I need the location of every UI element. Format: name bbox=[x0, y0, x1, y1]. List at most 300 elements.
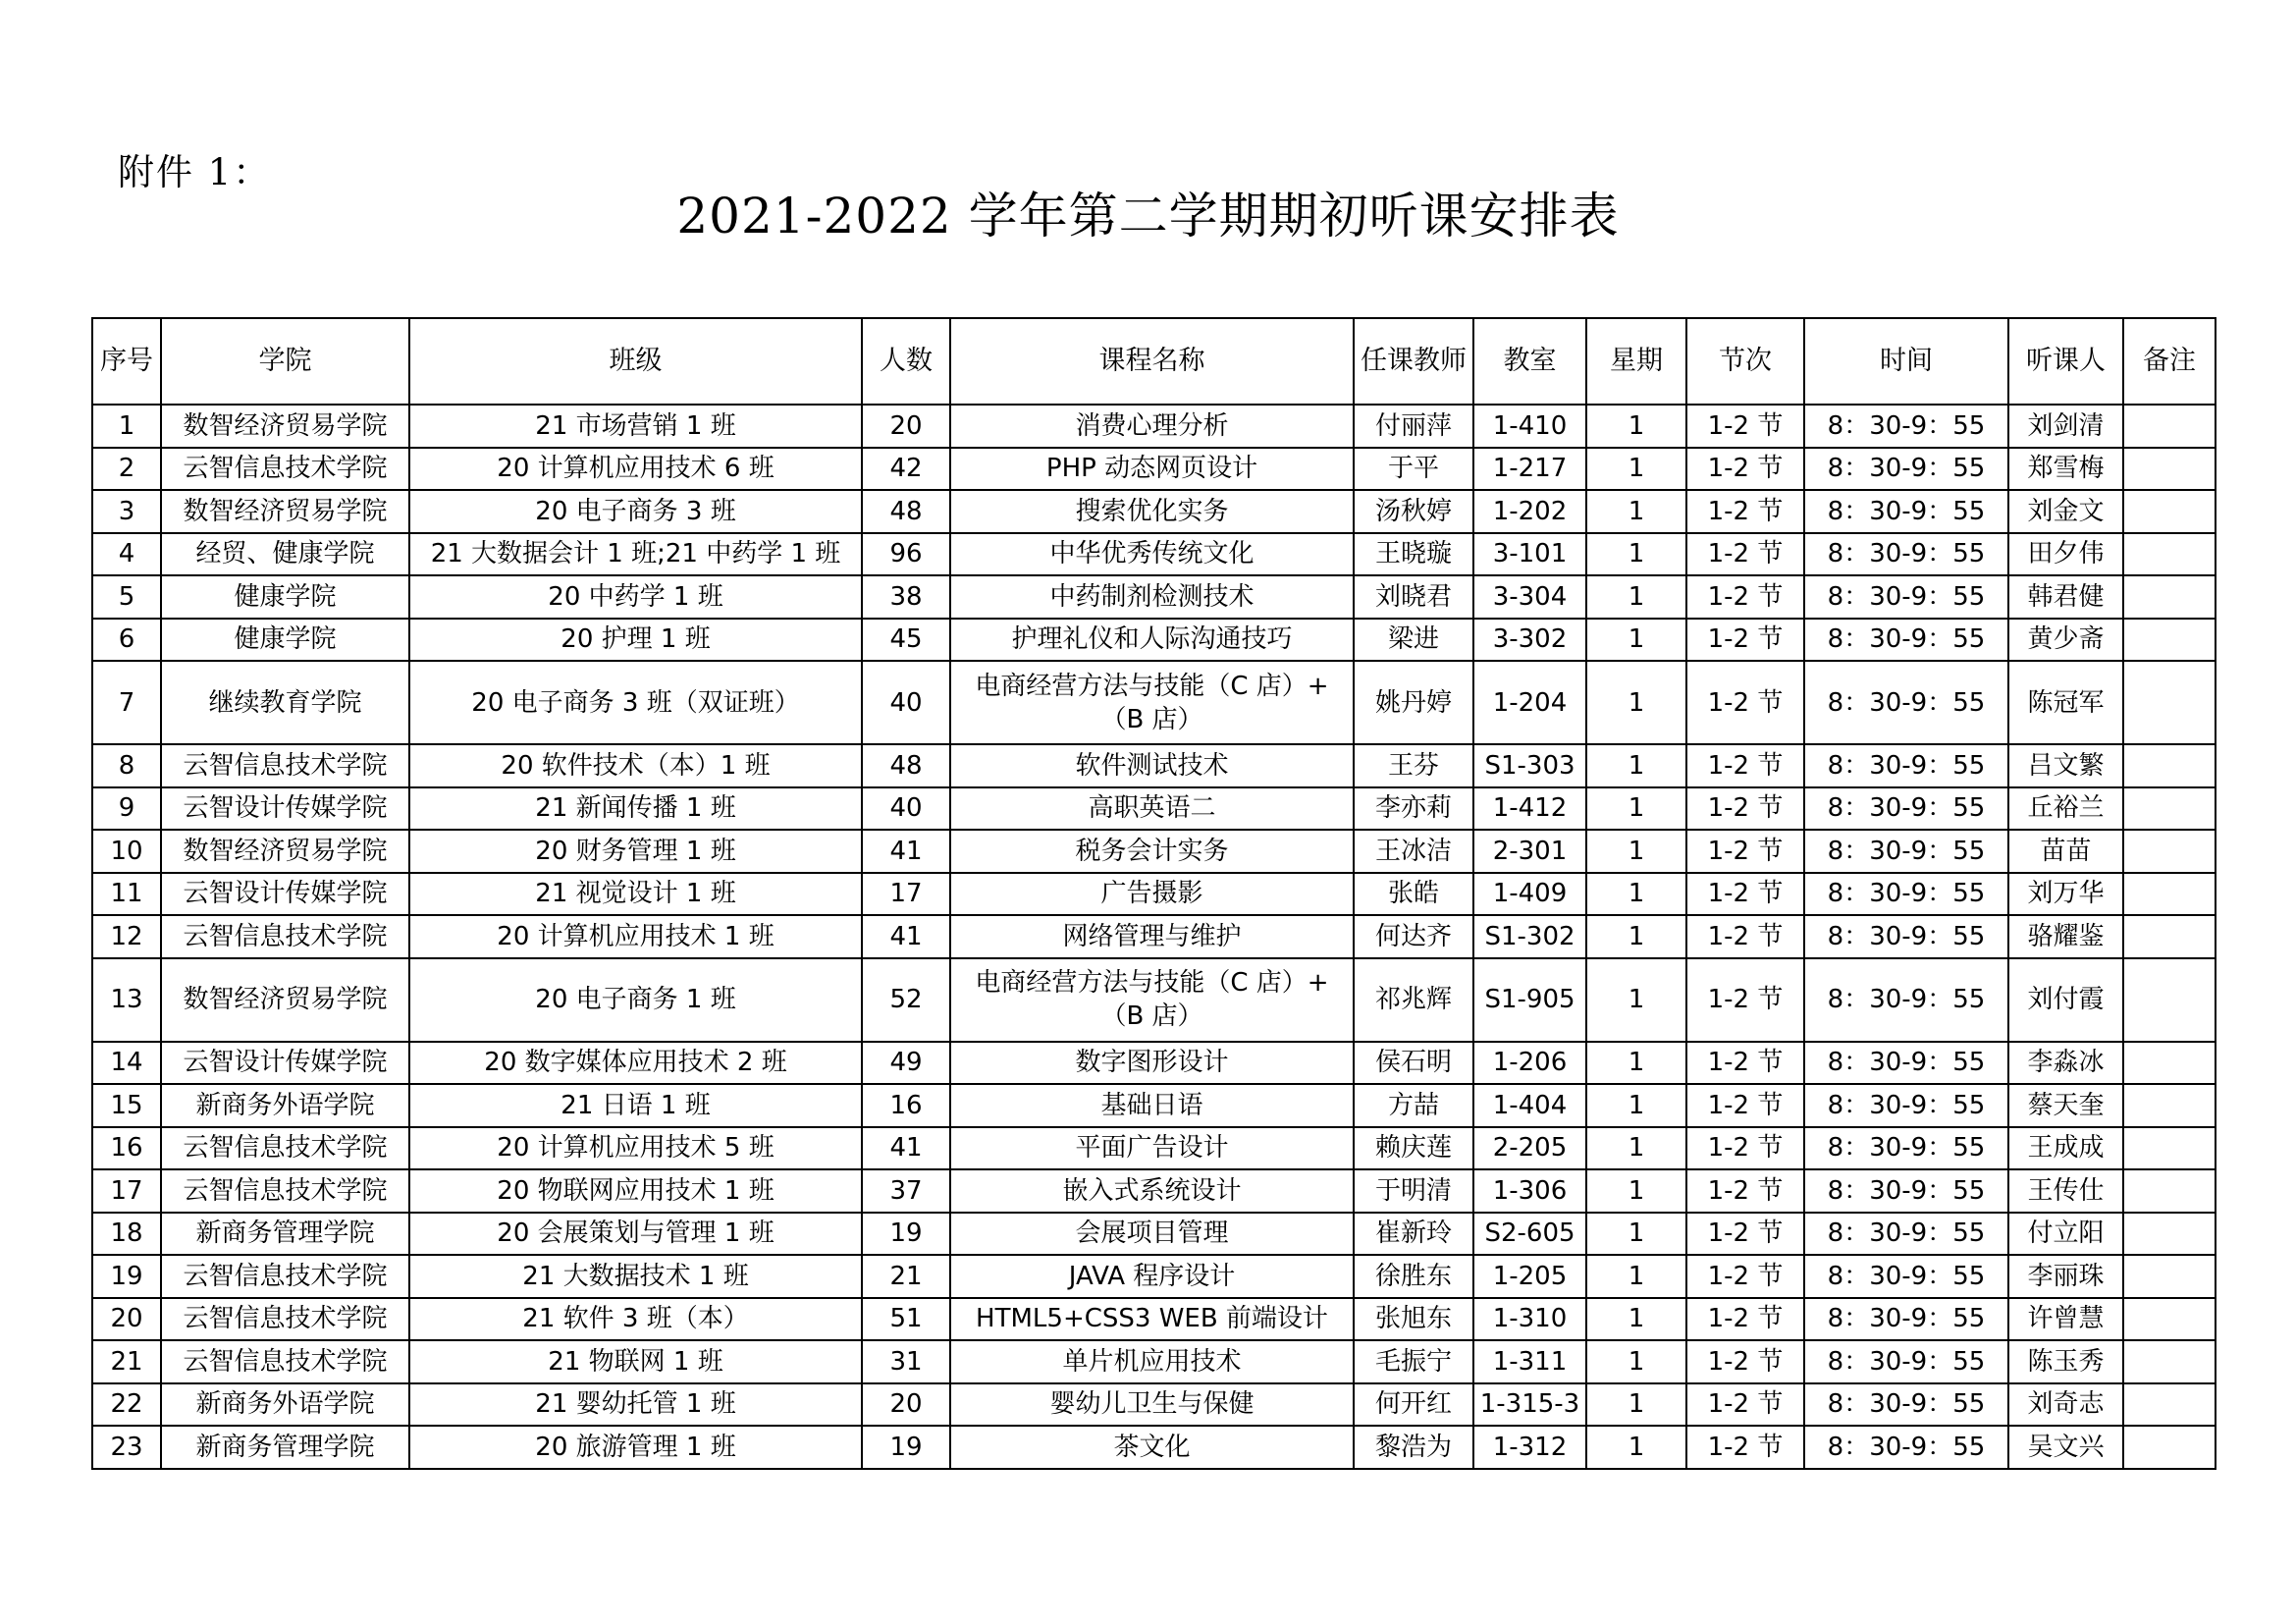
cell-period: 1-2 节 bbox=[1686, 405, 1804, 448]
cell-teacher: 于明清 bbox=[1354, 1169, 1473, 1213]
cell-weekday: 1 bbox=[1586, 915, 1686, 958]
cell-room: 1-404 bbox=[1473, 1084, 1586, 1127]
table-row bbox=[92, 619, 2216, 662]
cell-weekday: 1 bbox=[1586, 490, 1686, 533]
cell-index: 4 bbox=[92, 533, 161, 576]
cell-teacher: 张皓 bbox=[1354, 873, 1473, 916]
cell-count: 21 bbox=[862, 1255, 950, 1298]
cell-class: 21 视觉设计 1 班 bbox=[409, 873, 862, 916]
cell-college: 数智经济贸易学院 bbox=[161, 490, 409, 533]
cell-count: 17 bbox=[862, 873, 950, 916]
cell-index: 20 bbox=[92, 1298, 161, 1341]
cell-index: 10 bbox=[92, 830, 161, 873]
cell-remarks bbox=[2123, 915, 2216, 958]
cell-remarks bbox=[2123, 1255, 2216, 1298]
cell-count: 51 bbox=[862, 1298, 950, 1341]
cell-period: 1-2 节 bbox=[1686, 1255, 1804, 1298]
cell-weekday: 1 bbox=[1586, 830, 1686, 873]
cell-course: 中华优秀传统文化 bbox=[950, 533, 1354, 576]
cell-count: 41 bbox=[862, 915, 950, 958]
cell-teacher: 王冰洁 bbox=[1354, 830, 1473, 873]
cell-remarks bbox=[2123, 1042, 2216, 1085]
col-header-course: 课程名称 bbox=[950, 318, 1354, 405]
cell-count: 52 bbox=[862, 958, 950, 1042]
cell-room: 3-101 bbox=[1473, 533, 1586, 576]
cell-weekday: 1 bbox=[1586, 744, 1686, 787]
cell-observer: 骆耀鉴 bbox=[2008, 915, 2123, 958]
cell-weekday: 1 bbox=[1586, 575, 1686, 619]
cell-observer: 李淼冰 bbox=[2008, 1042, 2123, 1085]
cell-time: 8：30-9：55 bbox=[1804, 1298, 2008, 1341]
cell-remarks bbox=[2123, 1213, 2216, 1256]
cell-class: 20 数字媒体应用技术 2 班 bbox=[409, 1042, 862, 1085]
cell-observer: 陈冠军 bbox=[2008, 661, 2123, 744]
cell-teacher: 张旭东 bbox=[1354, 1298, 1473, 1341]
cell-observer: 田夕伟 bbox=[2008, 533, 2123, 576]
table-row bbox=[92, 1340, 2216, 1383]
cell-count: 16 bbox=[862, 1084, 950, 1127]
cell-course: 嵌入式系统设计 bbox=[950, 1169, 1354, 1213]
cell-course: 护理礼仪和人际沟通技巧 bbox=[950, 619, 1354, 662]
table-row bbox=[92, 1127, 2216, 1170]
cell-observer: 王成成 bbox=[2008, 1127, 2123, 1170]
cell-period: 1-2 节 bbox=[1686, 787, 1804, 831]
cell-course: 茶文化 bbox=[950, 1426, 1354, 1469]
cell-course: 基础日语 bbox=[950, 1084, 1354, 1127]
cell-college: 云智信息技术学院 bbox=[161, 744, 409, 787]
cell-course: 平面广告设计 bbox=[950, 1127, 1354, 1170]
cell-index: 22 bbox=[92, 1383, 161, 1427]
cell-period: 1-2 节 bbox=[1686, 744, 1804, 787]
table-row bbox=[92, 1213, 2216, 1256]
cell-weekday: 1 bbox=[1586, 619, 1686, 662]
cell-count: 19 bbox=[862, 1213, 950, 1256]
cell-period: 1-2 节 bbox=[1686, 1042, 1804, 1085]
cell-teacher: 方喆 bbox=[1354, 1084, 1473, 1127]
cell-teacher: 祁兆辉 bbox=[1354, 958, 1473, 1042]
cell-room: S1-303 bbox=[1473, 744, 1586, 787]
cell-count: 41 bbox=[862, 1127, 950, 1170]
cell-course: 中药制剂检测技术 bbox=[950, 575, 1354, 619]
cell-observer: 吕文繁 bbox=[2008, 744, 2123, 787]
cell-room: 1-202 bbox=[1473, 490, 1586, 533]
cell-time: 8：30-9：55 bbox=[1804, 744, 2008, 787]
col-header-room: 教室 bbox=[1473, 318, 1586, 405]
col-header-weekday: 星期 bbox=[1586, 318, 1686, 405]
col-header-observer: 听课人 bbox=[2008, 318, 2123, 405]
cell-college: 新商务外语学院 bbox=[161, 1383, 409, 1427]
cell-college: 新商务管理学院 bbox=[161, 1426, 409, 1469]
cell-course: 婴幼儿卫生与保健 bbox=[950, 1383, 1354, 1427]
cell-observer: 王传仕 bbox=[2008, 1169, 2123, 1213]
cell-college: 经贸、健康学院 bbox=[161, 533, 409, 576]
cell-teacher: 付丽萍 bbox=[1354, 405, 1473, 448]
cell-count: 49 bbox=[862, 1042, 950, 1085]
table-header bbox=[92, 318, 2216, 405]
cell-remarks bbox=[2123, 1127, 2216, 1170]
table-row bbox=[92, 490, 2216, 533]
cell-remarks bbox=[2123, 1084, 2216, 1127]
cell-teacher: 王芬 bbox=[1354, 744, 1473, 787]
cell-room: 1-204 bbox=[1473, 661, 1586, 744]
cell-count: 19 bbox=[862, 1426, 950, 1469]
col-header-time: 时间 bbox=[1804, 318, 2008, 405]
cell-weekday: 1 bbox=[1586, 448, 1686, 491]
cell-teacher: 徐胜东 bbox=[1354, 1255, 1473, 1298]
cell-period: 1-2 节 bbox=[1686, 1169, 1804, 1213]
cell-period: 1-2 节 bbox=[1686, 1383, 1804, 1427]
cell-course: HTML5+CSS3 WEB 前端设计 bbox=[950, 1298, 1354, 1341]
cell-teacher: 毛振宁 bbox=[1354, 1340, 1473, 1383]
cell-index: 1 bbox=[92, 405, 161, 448]
cell-index: 18 bbox=[92, 1213, 161, 1256]
cell-weekday: 1 bbox=[1586, 787, 1686, 831]
cell-room: S2-605 bbox=[1473, 1213, 1586, 1256]
cell-index: 8 bbox=[92, 744, 161, 787]
cell-count: 40 bbox=[862, 661, 950, 744]
cell-index: 14 bbox=[92, 1042, 161, 1085]
cell-index: 2 bbox=[92, 448, 161, 491]
cell-time: 8：30-9：55 bbox=[1804, 787, 2008, 831]
cell-course: 电商经营方法与技能（C 店）+（B 店） bbox=[950, 661, 1354, 744]
cell-course: 消费心理分析 bbox=[950, 405, 1354, 448]
cell-remarks bbox=[2123, 830, 2216, 873]
cell-count: 31 bbox=[862, 1340, 950, 1383]
cell-course: 网络管理与维护 bbox=[950, 915, 1354, 958]
cell-count: 20 bbox=[862, 1383, 950, 1427]
cell-time: 8：30-9：55 bbox=[1804, 661, 2008, 744]
cell-count: 38 bbox=[862, 575, 950, 619]
cell-count: 45 bbox=[862, 619, 950, 662]
cell-remarks bbox=[2123, 533, 2216, 576]
cell-class: 20 计算机应用技术 5 班 bbox=[409, 1127, 862, 1170]
cell-room: 1-311 bbox=[1473, 1340, 1586, 1383]
cell-class: 20 电子商务 1 班 bbox=[409, 958, 862, 1042]
cell-remarks bbox=[2123, 1383, 2216, 1427]
col-header-count: 人数 bbox=[862, 318, 950, 405]
cell-college: 数智经济贸易学院 bbox=[161, 958, 409, 1042]
table-row bbox=[92, 1169, 2216, 1213]
cell-class: 21 日语 1 班 bbox=[409, 1084, 862, 1127]
cell-college: 云智信息技术学院 bbox=[161, 1255, 409, 1298]
cell-college: 云智信息技术学院 bbox=[161, 1340, 409, 1383]
cell-weekday: 1 bbox=[1586, 661, 1686, 744]
cell-remarks bbox=[2123, 661, 2216, 744]
cell-count: 96 bbox=[862, 533, 950, 576]
cell-weekday: 1 bbox=[1586, 1383, 1686, 1427]
col-header-college: 学院 bbox=[161, 318, 409, 405]
cell-count: 48 bbox=[862, 744, 950, 787]
cell-observer: 李丽珠 bbox=[2008, 1255, 2123, 1298]
cell-observer: 蔡天奎 bbox=[2008, 1084, 2123, 1127]
attachment-label: 附件 1： bbox=[118, 151, 272, 193]
cell-observer: 付立阳 bbox=[2008, 1213, 2123, 1256]
cell-observer: 吴文兴 bbox=[2008, 1426, 2123, 1469]
cell-time: 8：30-9：55 bbox=[1804, 958, 2008, 1042]
cell-period: 1-2 节 bbox=[1686, 533, 1804, 576]
cell-class: 20 电子商务 3 班 bbox=[409, 490, 862, 533]
cell-remarks bbox=[2123, 873, 2216, 916]
cell-course: 高职英语二 bbox=[950, 787, 1354, 831]
cell-college: 数智经济贸易学院 bbox=[161, 830, 409, 873]
cell-observer: 苗苗 bbox=[2008, 830, 2123, 873]
cell-room: 1-315-3 bbox=[1473, 1383, 1586, 1427]
cell-index: 17 bbox=[92, 1169, 161, 1213]
cell-index: 3 bbox=[92, 490, 161, 533]
cell-class: 21 新闻传播 1 班 bbox=[409, 787, 862, 831]
cell-index: 15 bbox=[92, 1084, 161, 1127]
cell-class: 21 软件 3 班（本） bbox=[409, 1298, 862, 1341]
cell-period: 1-2 节 bbox=[1686, 490, 1804, 533]
cell-remarks bbox=[2123, 575, 2216, 619]
cell-teacher: 崔新玲 bbox=[1354, 1213, 1473, 1256]
cell-class: 20 财务管理 1 班 bbox=[409, 830, 862, 873]
cell-observer: 韩君健 bbox=[2008, 575, 2123, 619]
cell-observer: 刘付霞 bbox=[2008, 958, 2123, 1042]
cell-teacher: 黎浩为 bbox=[1354, 1426, 1473, 1469]
cell-time: 8：30-9：55 bbox=[1804, 873, 2008, 916]
cell-weekday: 1 bbox=[1586, 1042, 1686, 1085]
cell-course: 电商经营方法与技能（C 店）+（B 店） bbox=[950, 958, 1354, 1042]
cell-college: 新商务管理学院 bbox=[161, 1213, 409, 1256]
cell-course: 搜索优化实务 bbox=[950, 490, 1354, 533]
cell-observer: 许曾慧 bbox=[2008, 1298, 2123, 1341]
cell-index: 19 bbox=[92, 1255, 161, 1298]
cell-period: 1-2 节 bbox=[1686, 1084, 1804, 1127]
cell-weekday: 1 bbox=[1586, 1213, 1686, 1256]
cell-class: 20 旅游管理 1 班 bbox=[409, 1426, 862, 1469]
cell-room: 1-306 bbox=[1473, 1169, 1586, 1213]
cell-teacher: 何达齐 bbox=[1354, 915, 1473, 958]
cell-weekday: 1 bbox=[1586, 1340, 1686, 1383]
cell-weekday: 1 bbox=[1586, 533, 1686, 576]
table-row bbox=[92, 405, 2216, 448]
cell-course: 单片机应用技术 bbox=[950, 1340, 1354, 1383]
cell-class: 21 大数据会计 1 班;21 中药学 1 班 bbox=[409, 533, 862, 576]
table-row bbox=[92, 1084, 2216, 1127]
cell-count: 37 bbox=[862, 1169, 950, 1213]
page-title: 2021-2022 学年第二学期期初听课安排表 bbox=[676, 188, 1620, 244]
cell-remarks bbox=[2123, 448, 2216, 491]
table-row bbox=[92, 915, 2216, 958]
cell-class: 20 计算机应用技术 1 班 bbox=[409, 915, 862, 958]
cell-teacher: 侯石明 bbox=[1354, 1042, 1473, 1085]
cell-index: 23 bbox=[92, 1426, 161, 1469]
cell-room: 1-205 bbox=[1473, 1255, 1586, 1298]
cell-observer: 刘剑清 bbox=[2008, 405, 2123, 448]
cell-remarks bbox=[2123, 1426, 2216, 1469]
cell-class: 20 物联网应用技术 1 班 bbox=[409, 1169, 862, 1213]
cell-index: 21 bbox=[92, 1340, 161, 1383]
cell-time: 8：30-9：55 bbox=[1804, 1383, 2008, 1427]
cell-remarks bbox=[2123, 405, 2216, 448]
cell-period: 1-2 节 bbox=[1686, 448, 1804, 491]
cell-room: 1-312 bbox=[1473, 1426, 1586, 1469]
cell-room: 1-410 bbox=[1473, 405, 1586, 448]
table-row bbox=[92, 448, 2216, 491]
cell-count: 42 bbox=[862, 448, 950, 491]
cell-college: 云智信息技术学院 bbox=[161, 1169, 409, 1213]
cell-class: 21 婴幼托管 1 班 bbox=[409, 1383, 862, 1427]
cell-remarks bbox=[2123, 1298, 2216, 1341]
cell-time: 8：30-9：55 bbox=[1804, 1127, 2008, 1170]
cell-college: 新商务外语学院 bbox=[161, 1084, 409, 1127]
cell-weekday: 1 bbox=[1586, 1255, 1686, 1298]
cell-index: 9 bbox=[92, 787, 161, 831]
cell-class: 21 市场营销 1 班 bbox=[409, 405, 862, 448]
schedule-table bbox=[91, 317, 2216, 1470]
cell-class: 21 大数据技术 1 班 bbox=[409, 1255, 862, 1298]
cell-count: 41 bbox=[862, 830, 950, 873]
table-row bbox=[92, 533, 2216, 576]
cell-time: 8：30-9：55 bbox=[1804, 448, 2008, 491]
cell-time: 8：30-9：55 bbox=[1804, 1213, 2008, 1256]
cell-weekday: 1 bbox=[1586, 1169, 1686, 1213]
cell-teacher: 于平 bbox=[1354, 448, 1473, 491]
cell-class: 20 中药学 1 班 bbox=[409, 575, 862, 619]
cell-course: 广告摄影 bbox=[950, 873, 1354, 916]
cell-time: 8：30-9：55 bbox=[1804, 830, 2008, 873]
cell-time: 8：30-9：55 bbox=[1804, 915, 2008, 958]
col-header-teacher: 任课教师 bbox=[1354, 318, 1473, 405]
cell-observer: 黄少斋 bbox=[2008, 619, 2123, 662]
cell-observer: 刘奇志 bbox=[2008, 1383, 2123, 1427]
cell-room: 1-310 bbox=[1473, 1298, 1586, 1341]
cell-college: 继续教育学院 bbox=[161, 661, 409, 744]
cell-college: 健康学院 bbox=[161, 575, 409, 619]
cell-weekday: 1 bbox=[1586, 405, 1686, 448]
cell-course: 数字图形设计 bbox=[950, 1042, 1354, 1085]
cell-college: 云智信息技术学院 bbox=[161, 915, 409, 958]
cell-weekday: 1 bbox=[1586, 1298, 1686, 1341]
cell-remarks bbox=[2123, 958, 2216, 1042]
cell-period: 1-2 节 bbox=[1686, 1340, 1804, 1383]
cell-class: 20 会展策划与管理 1 班 bbox=[409, 1213, 862, 1256]
cell-course: JAVA 程序设计 bbox=[950, 1255, 1354, 1298]
table-row bbox=[92, 830, 2216, 873]
cell-room: 2-301 bbox=[1473, 830, 1586, 873]
cell-course: 税务会计实务 bbox=[950, 830, 1354, 873]
cell-period: 1-2 节 bbox=[1686, 873, 1804, 916]
table-row bbox=[92, 1426, 2216, 1469]
cell-class: 20 护理 1 班 bbox=[409, 619, 862, 662]
cell-room: 1-412 bbox=[1473, 787, 1586, 831]
cell-room: S1-302 bbox=[1473, 915, 1586, 958]
cell-period: 1-2 节 bbox=[1686, 619, 1804, 662]
cell-time: 8：30-9：55 bbox=[1804, 533, 2008, 576]
cell-period: 1-2 节 bbox=[1686, 830, 1804, 873]
cell-class: 20 电子商务 3 班（双证班） bbox=[409, 661, 862, 744]
cell-remarks bbox=[2123, 1340, 2216, 1383]
table-row bbox=[92, 1042, 2216, 1085]
table-row bbox=[92, 1383, 2216, 1427]
cell-room: 1-217 bbox=[1473, 448, 1586, 491]
cell-time: 8：30-9：55 bbox=[1804, 1340, 2008, 1383]
cell-remarks bbox=[2123, 787, 2216, 831]
cell-class: 20 计算机应用技术 6 班 bbox=[409, 448, 862, 491]
cell-room: 2-205 bbox=[1473, 1127, 1586, 1170]
col-header-index: 序号 bbox=[92, 318, 161, 405]
cell-period: 1-2 节 bbox=[1686, 575, 1804, 619]
cell-college: 云智设计传媒学院 bbox=[161, 787, 409, 831]
cell-weekday: 1 bbox=[1586, 873, 1686, 916]
cell-observer: 郑雪梅 bbox=[2008, 448, 2123, 491]
cell-time: 8：30-9：55 bbox=[1804, 1042, 2008, 1085]
col-header-period: 节次 bbox=[1686, 318, 1804, 405]
cell-course: 会展项目管理 bbox=[950, 1213, 1354, 1256]
cell-observer: 刘金文 bbox=[2008, 490, 2123, 533]
table-row bbox=[92, 1255, 2216, 1298]
cell-count: 20 bbox=[862, 405, 950, 448]
cell-college: 健康学院 bbox=[161, 619, 409, 662]
cell-room: 3-302 bbox=[1473, 619, 1586, 662]
table-row bbox=[92, 1298, 2216, 1341]
cell-index: 6 bbox=[92, 619, 161, 662]
cell-room: 3-304 bbox=[1473, 575, 1586, 619]
col-header-remarks: 备注 bbox=[2123, 318, 2216, 405]
cell-teacher: 梁进 bbox=[1354, 619, 1473, 662]
cell-index: 12 bbox=[92, 915, 161, 958]
table-row bbox=[92, 661, 2216, 744]
cell-count: 48 bbox=[862, 490, 950, 533]
cell-college: 云智设计传媒学院 bbox=[161, 873, 409, 916]
cell-observer: 丘裕兰 bbox=[2008, 787, 2123, 831]
cell-time: 8：30-9：55 bbox=[1804, 1255, 2008, 1298]
cell-index: 13 bbox=[92, 958, 161, 1042]
table-row bbox=[92, 787, 2216, 831]
table-row bbox=[92, 958, 2216, 1042]
cell-college: 云智信息技术学院 bbox=[161, 448, 409, 491]
cell-index: 11 bbox=[92, 873, 161, 916]
table-row bbox=[92, 744, 2216, 787]
cell-teacher: 刘晓君 bbox=[1354, 575, 1473, 619]
header-row bbox=[92, 318, 2216, 405]
cell-room: S1-905 bbox=[1473, 958, 1586, 1042]
cell-teacher: 李亦莉 bbox=[1354, 787, 1473, 831]
cell-weekday: 1 bbox=[1586, 958, 1686, 1042]
cell-period: 1-2 节 bbox=[1686, 915, 1804, 958]
cell-teacher: 姚丹婷 bbox=[1354, 661, 1473, 744]
cell-index: 7 bbox=[92, 661, 161, 744]
cell-observer: 刘万华 bbox=[2008, 873, 2123, 916]
cell-time: 8：30-9：55 bbox=[1804, 619, 2008, 662]
cell-time: 8：30-9：55 bbox=[1804, 1426, 2008, 1469]
cell-remarks bbox=[2123, 744, 2216, 787]
cell-index: 5 bbox=[92, 575, 161, 619]
cell-teacher: 汤秋婷 bbox=[1354, 490, 1473, 533]
cell-remarks bbox=[2123, 1169, 2216, 1213]
cell-remarks bbox=[2123, 619, 2216, 662]
cell-room: 1-206 bbox=[1473, 1042, 1586, 1085]
col-header-class: 班级 bbox=[409, 318, 862, 405]
cell-teacher: 何开红 bbox=[1354, 1383, 1473, 1427]
cell-period: 1-2 节 bbox=[1686, 1298, 1804, 1341]
cell-weekday: 1 bbox=[1586, 1127, 1686, 1170]
cell-time: 8：30-9：55 bbox=[1804, 575, 2008, 619]
cell-class: 20 软件技术（本）1 班 bbox=[409, 744, 862, 787]
cell-weekday: 1 bbox=[1586, 1084, 1686, 1127]
cell-class: 21 物联网 1 班 bbox=[409, 1340, 862, 1383]
cell-college: 云智信息技术学院 bbox=[161, 1127, 409, 1170]
table-body bbox=[92, 405, 2216, 1469]
table-row bbox=[92, 575, 2216, 619]
cell-course: 软件测试技术 bbox=[950, 744, 1354, 787]
cell-index: 16 bbox=[92, 1127, 161, 1170]
cell-teacher: 王晓璇 bbox=[1354, 533, 1473, 576]
cell-weekday: 1 bbox=[1586, 1426, 1686, 1469]
cell-period: 1-2 节 bbox=[1686, 1426, 1804, 1469]
cell-period: 1-2 节 bbox=[1686, 958, 1804, 1042]
